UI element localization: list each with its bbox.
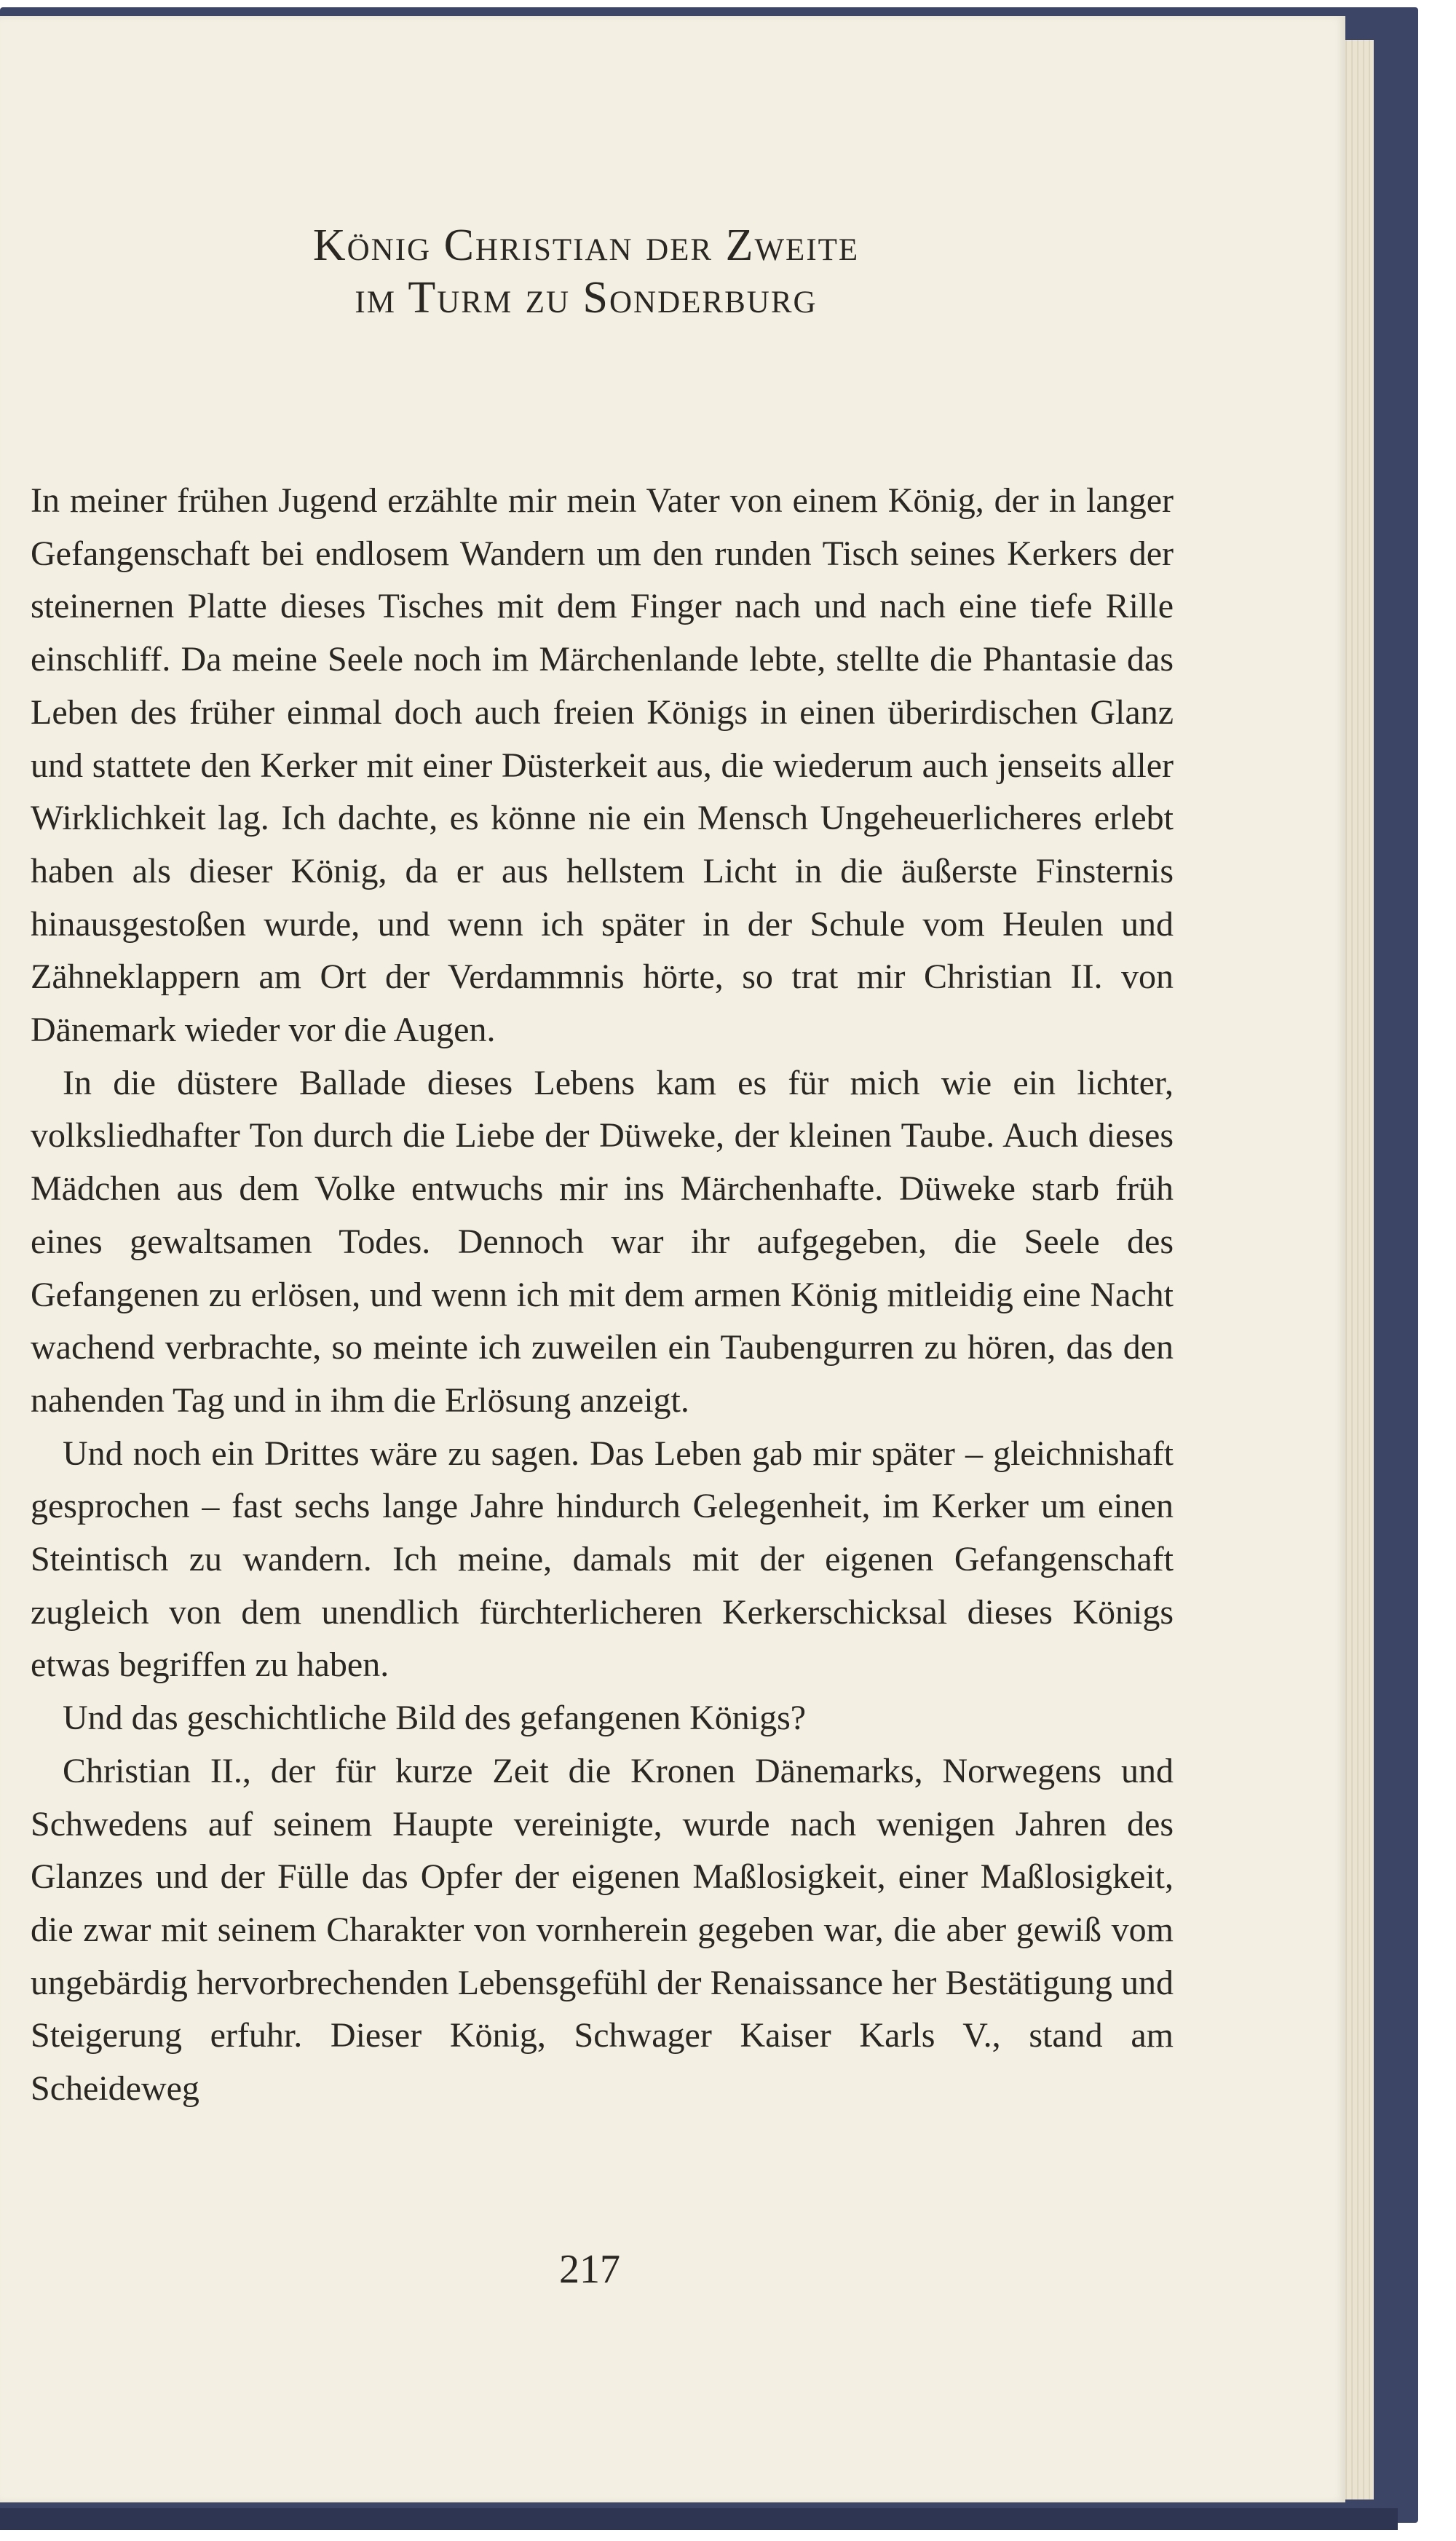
body-text	[31, 475, 1174, 2116]
book-page	[0, 16, 1345, 2502]
paragraph: Und das geschichtliche Bild des gefangenen Königs?	[63, 1699, 807, 1738]
chapter-title-line-1: König Christian der Zweite	[312, 221, 860, 270]
paragraph: Und noch ein Drittes wäre zu sagen. Das Leben gab mir später – gleichnishaft gesprochen – fast sechs lange Jahre hindurch Gelegenheit, im Kerker um einen Steintisch zu wandern. Ich meine, damals mit der eigenen Gefangenschaft zugleich von dem unendlich fürchterlicheren Kerkerschicksal dieses Königs etwas begriffen zu haben.	[31, 1434, 1174, 1685]
paragraph: Christian II., der für kurze Zeit die Kronen Dänemarks, Norwegens und Schwedens auf seinem Haupte vereinigte, wurde nach wenigen Jahren des Glanzes und der Fülle das Opfer der eigenen Maßlosigkeit, einer Maßlosigkeit, die zwar mit seinem Charakter von vornherein gegeben war, die aber gewiß vom ungebärdig hervorbrechenden Lebensgefühl der Renaissance her Bestätigung und Steigerung erfuhr. Dieser König, Schwager Kaiser Karls V., stand am Scheideweg	[31, 1751, 1174, 2109]
book-cover-edge	[0, 2508, 1398, 2530]
page-number: 217	[559, 2247, 620, 2292]
paragraph: In die düstere Ballade dieses Lebens kam es für mich wie ein lichter, volksliedhafter Ton durch die Liebe der Düweke, der kleinen Taube. Auch dieses Mädchen aus dem Volke entwuchs mir ins Märchenhafte. Düweke starb früh eines gewaltsamen Todes. Dennoch war ihr aufgegeben, die Seele des Gefangenen zu erlösen, und wenn ich mit dem armen König mitleidig eine Nacht wachend verbrachte, so meinte ich zuweilen ein Taubengurren zu hören, das den nahenden Tag und in ihm die Erlösung anzeigt.	[31, 1063, 1174, 1420]
chapter-title-line-2: im Turm zu Sonderburg	[355, 273, 818, 323]
paragraph: In meiner frühen Jugend erzählte mir mein Vater von einem König, der in langer Gefangenschaft bei endlosem Wandern um den runden Tisch seines Kerkers der steinernen Platte dieses Tisches mit dem Finger nach und nach eine tiefe Rille einschliff. Da meine Seele noch im Märchenlande lebte, stellte die Phantasie das Leben des früher einmal doch auch freien Königs in einen überirdischen Glanz und stattete den Kerker mit einer Düsterkeit aus, die wiederum auch jenseits aller Wirklichkeit lag. Ich dachte, es könne nie ein Mensch Ungeheuerlicheres erlebt haben als dieser König, da er aus hellstem Licht in die äußerste Finsternis hinausgestoßen wurde, und wenn ich später in der Schule vom Heulen und Zähneklappern am Ort der Verdammnis hörte, so trat mir Christian II. von Dänemark wieder vor die Augen.	[31, 481, 1174, 1050]
